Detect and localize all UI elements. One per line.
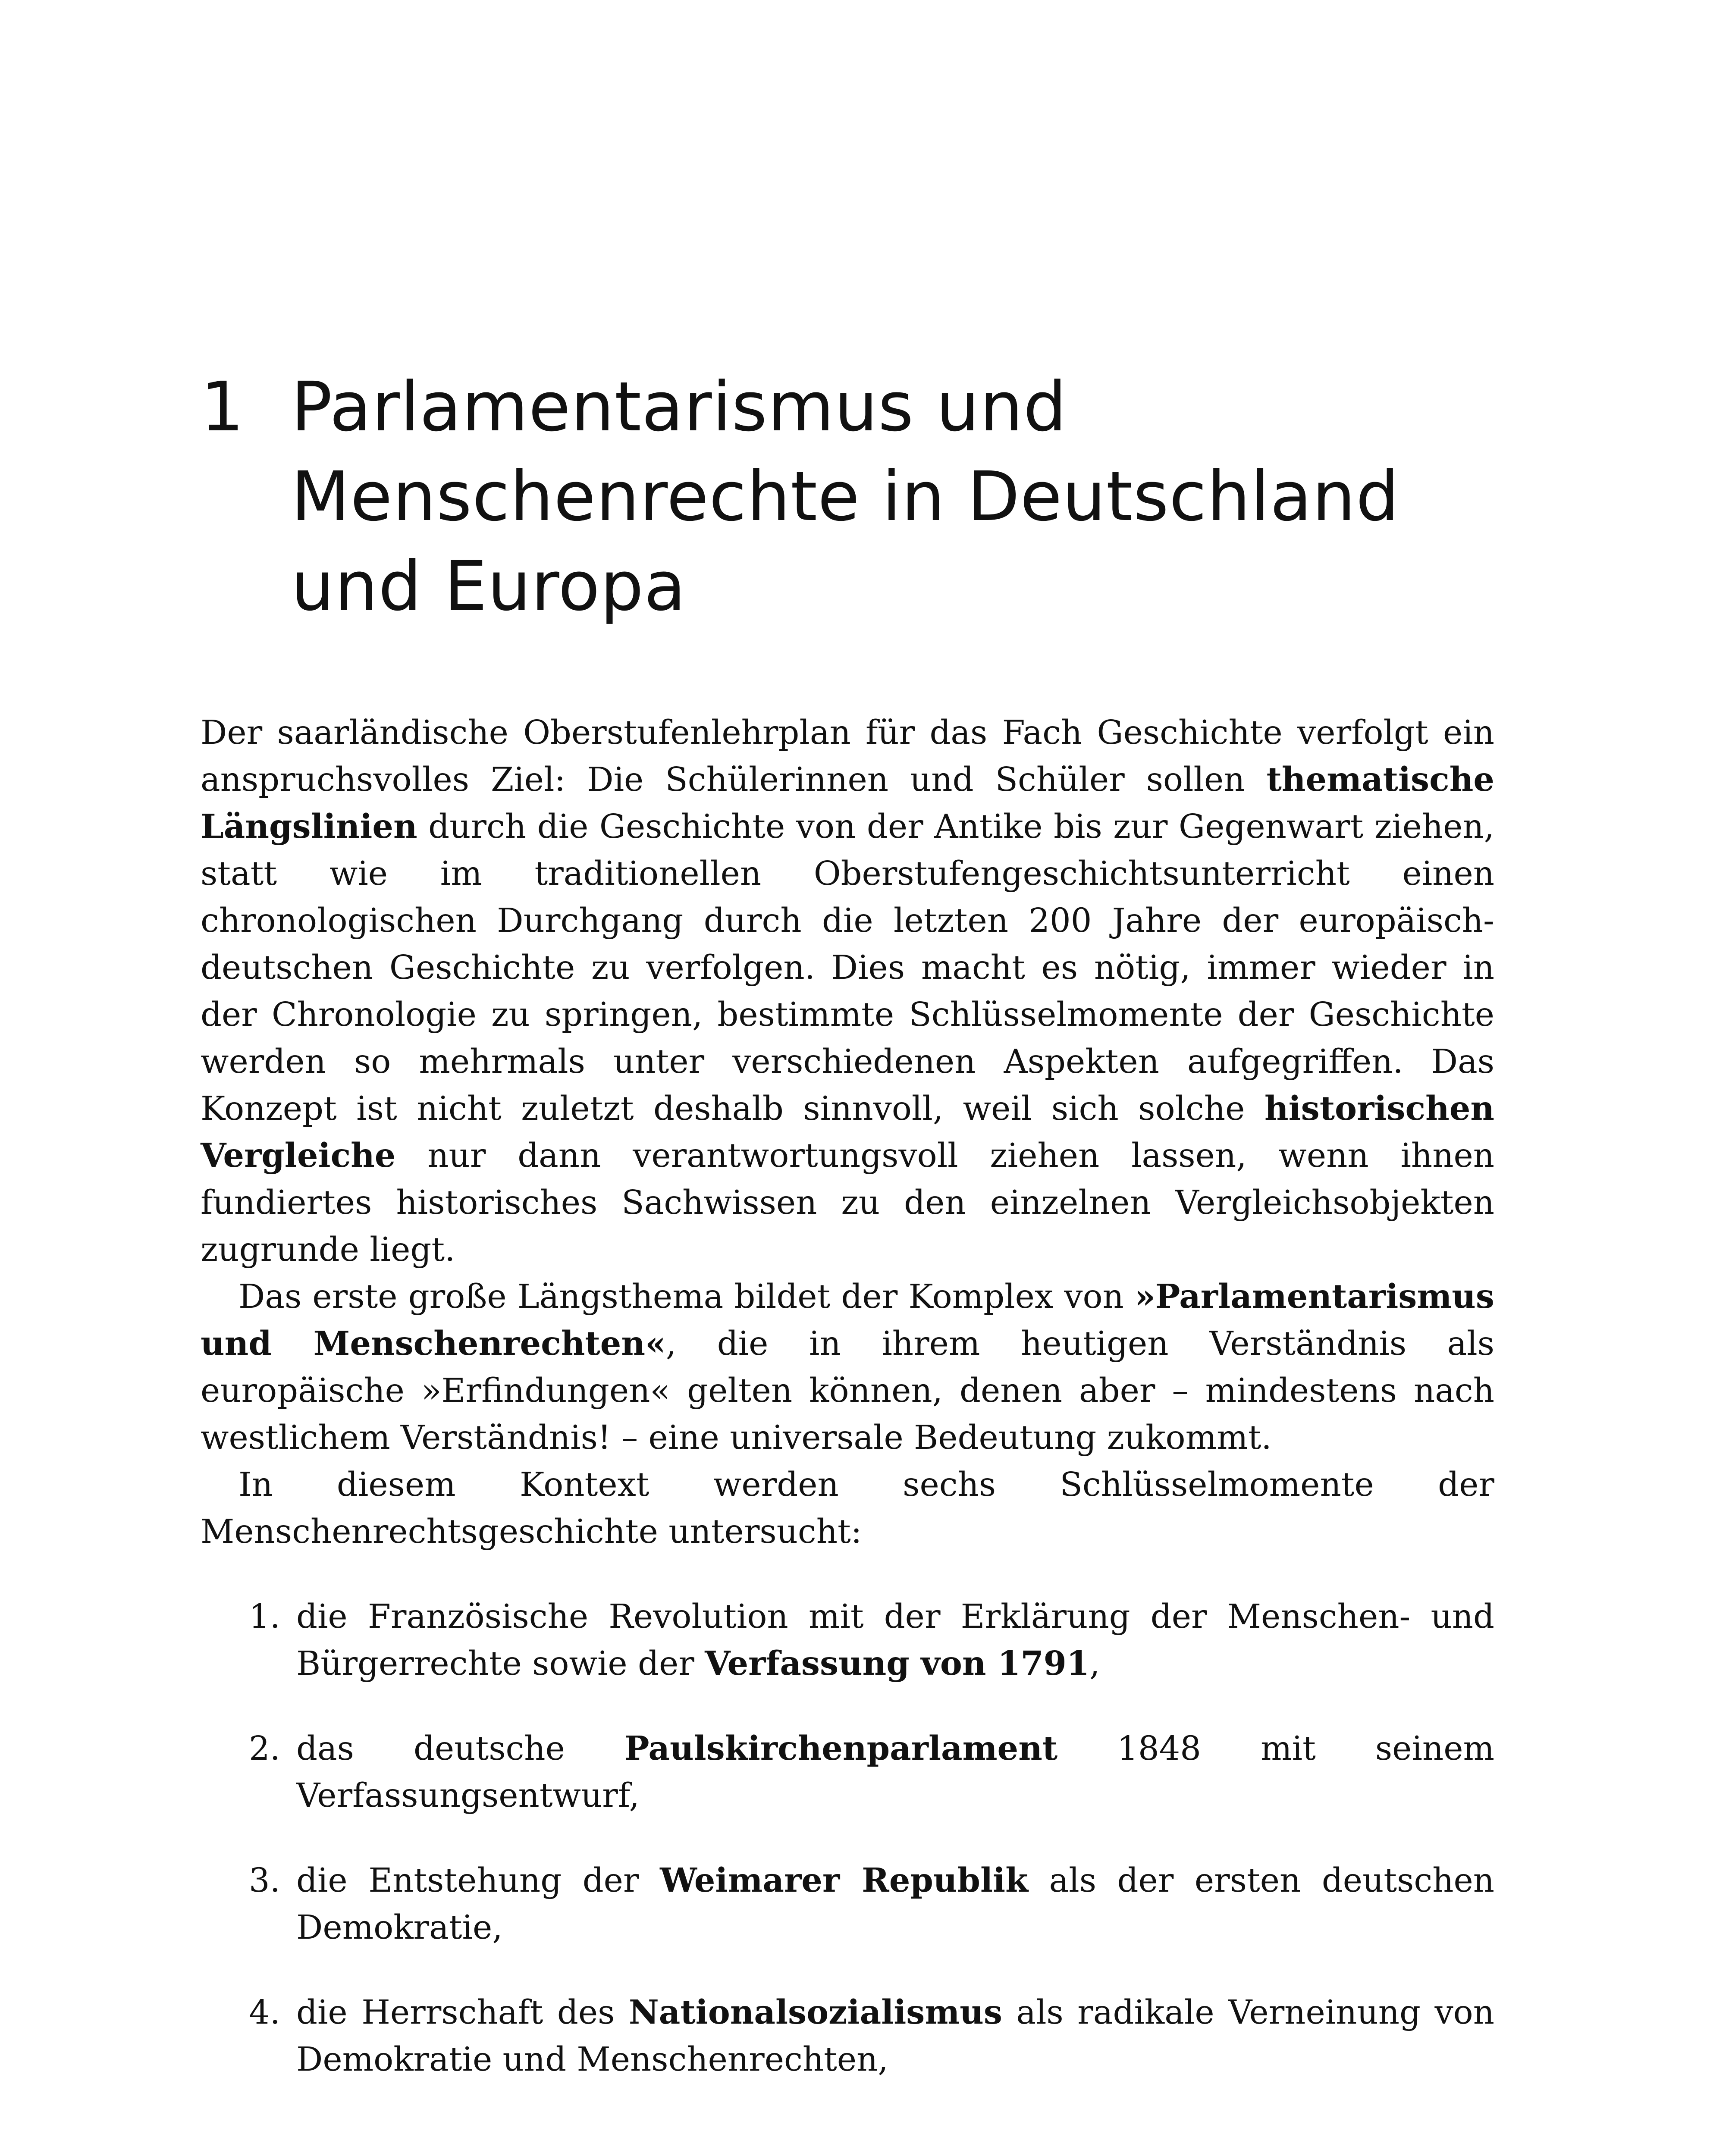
list-item: [201, 1725, 1494, 1819]
text-segment: als der ersten deutschen Demokratie,: [296, 1861, 1495, 1947]
list-item-number: 1.: [249, 1598, 280, 1636]
list-item-number: 4.: [249, 1993, 280, 2032]
text-segment: , die in ihrem heutigen Verständnis als europäische »Erfindungen« gelten können, denen aber – mindestens nach westlichem Verständnis! – eine universale Bedeutung zukommt.: [201, 1325, 1495, 1457]
list-item-number: 2.: [249, 1730, 280, 1768]
text-segment: nur dann verantwortungsvoll ziehen lassen, wenn ihnen fundiertes historisches Sachwissen zu den einzelnen Vergleichsobjekten zugrunde liegt.: [201, 1137, 1494, 1269]
text-segment: durch die Geschichte von der Antike bis zur Gegenwart ziehen, statt wie im traditionellen Oberstufengeschichtsunterricht einen chronologischen Durchgang durch die letzten 200 Jahre der europäisch-deutschen Geschichte zu verfolgen. Dies macht es nötig, immer wieder in der Chronologie zu springen, bestimmte Schlüsselmomente der Geschichte werden so mehrmals unter verschiedenen Aspekten aufgegriffen. Das Konzept ist nicht zuletzt deshalb sinnvoll, weil sich solche: [201, 808, 1494, 1128]
paragraph-intro: [201, 709, 1494, 1273]
text-segment: ,: [1089, 1645, 1100, 1683]
text-segment: die Entstehung der: [296, 1861, 660, 1900]
text-segment: In diesem Kontext werden sechs Schlüsselmomente der Menschenrechtsgeschichte untersucht:: [201, 1466, 1494, 1551]
key-moments-list: [201, 1593, 1494, 2083]
chapter-number: 1: [201, 367, 245, 447]
text-segment: Das erste große Längsthema bildet der Komplex von: [238, 1278, 1135, 1316]
text-segment: die Französische Revolution mit der Erklärung der Menschen- und Bürgerrechte sowie der: [296, 1598, 1494, 1683]
emphasis-term: Nationalsozialismus: [628, 1993, 1002, 2032]
emphasis-term: thematische Längslinien: [201, 760, 1494, 846]
text-segment: die Herrschaft des: [296, 1993, 629, 2032]
list-item: [201, 1989, 1494, 2083]
chapter-title-line: und Europa: [291, 547, 687, 626]
body-text: [201, 709, 1494, 2121]
text-segment: 1848 mit seinem Verfassungsentwurf,: [296, 1730, 1495, 1815]
text-segment: Der saarländische Oberstufenlehrplan für das Fach Geschichte verfolgt ein anspruchsvolles Ziel: Die Schülerinnen und Schüler sollen: [201, 714, 1494, 799]
text-segment: als radikale Verneinung von Demokratie und Menschenrechten,: [296, 1993, 1494, 2079]
list-item-number: 3.: [249, 1861, 280, 1900]
paragraph-context: [201, 1461, 1494, 1555]
chapter-title-line: Parlamentarismus und: [291, 367, 1067, 447]
chapter-title-line: Menschenrechte in Deutschland: [291, 457, 1400, 536]
emphasis-term: Weimarer Republik: [660, 1861, 1029, 1900]
emphasis-term: historischen Vergleiche: [201, 1089, 1494, 1175]
text-segment: das deutsche: [296, 1730, 624, 1768]
list-item: [201, 1593, 1494, 1687]
chapter-heading: [201, 362, 1537, 631]
list-item: [201, 1857, 1494, 1951]
paragraph-topic: [201, 1273, 1494, 1461]
emphasis-term: Paulskirchenparlament: [624, 1729, 1058, 1768]
emphasis-term: Verfassung von 1791: [705, 1644, 1090, 1683]
emphasis-term: »Parlamentarismus und Menschenrechten«: [201, 1277, 1494, 1363]
